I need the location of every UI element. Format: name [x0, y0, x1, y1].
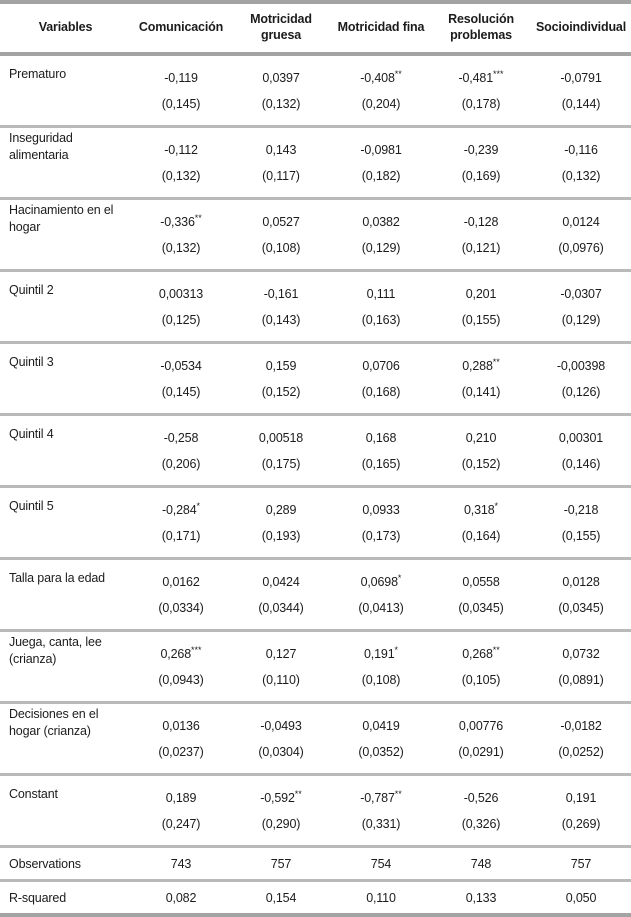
- variable-label-text: Quintil 3: [9, 355, 54, 370]
- column-header: Motricidad fina: [337, 20, 425, 35]
- standard-error-cell: (0,126): [561, 385, 601, 399]
- variable-label-text: Inseguridad alimentaria: [9, 130, 73, 162]
- coefficient-cell: 0,0732: [562, 647, 600, 661]
- variable-label-text: Constant: [9, 787, 58, 802]
- standard-error-cell: (0,0345): [558, 601, 604, 615]
- column-header: Resolución problemas: [448, 12, 514, 42]
- coefficient-cell: -0,258: [163, 431, 199, 445]
- standard-error-cell: (0,182): [361, 169, 401, 183]
- variable-block: [0, 487, 631, 559]
- standard-error-cell: (0,290): [261, 817, 301, 831]
- column-header: Motricidad gruesa: [250, 12, 312, 42]
- coefficient-cell: -0,116: [564, 143, 598, 157]
- coefficient-cell: 0,00518: [258, 431, 304, 445]
- standard-error-cell: (0,165): [361, 457, 401, 471]
- variable-label: [0, 199, 131, 271]
- standard-error-cell: (0,145): [161, 385, 201, 399]
- coefficient-cell: 0,189: [165, 791, 197, 805]
- coefficient-cell: 0,00313: [158, 287, 204, 301]
- standard-error-cell: (0,132): [561, 169, 601, 183]
- stat-value-cell: 748: [470, 856, 492, 871]
- coefficient-cell: -0,284*: [161, 500, 201, 517]
- coefficient-cell: 0,0162: [162, 575, 200, 589]
- coefficient-row: [0, 54, 631, 93]
- variable-label: [0, 559, 131, 631]
- coefficient-cell: 0,268***: [160, 644, 202, 661]
- variable-label: [0, 631, 131, 703]
- standard-error-cell: (0,206): [161, 457, 201, 471]
- coefficient-cell: -0,0981: [360, 143, 402, 157]
- standard-error-cell: (0,132): [261, 97, 301, 111]
- standard-error-cell: (0,269): [561, 817, 601, 831]
- standard-error-cell: (0,145): [161, 97, 201, 111]
- standard-error-cell: (0,326): [461, 817, 501, 831]
- variable-block: [0, 775, 631, 847]
- stat-label: Observations: [9, 856, 81, 871]
- coefficient-cell: -0,128: [463, 215, 499, 229]
- coefficient-cell: -0,0791: [560, 71, 602, 85]
- coefficient-cell: 0,143: [265, 143, 297, 157]
- header-row: [0, 2, 631, 54]
- coefficient-cell: 0,0136: [162, 719, 200, 733]
- standard-error-cell: (0,144): [561, 97, 601, 111]
- standard-error-cell: (0,178): [461, 97, 501, 111]
- stat-value-cell: 757: [570, 856, 592, 871]
- standard-error-cell: (0,0352): [358, 745, 404, 759]
- standard-error-cell: (0,171): [161, 529, 201, 543]
- table-header: [0, 2, 631, 54]
- variable-label: [0, 487, 131, 559]
- standard-error-cell: (0,247): [161, 817, 201, 831]
- standard-error-cell: (0,204): [361, 97, 401, 111]
- column-header: Comunicación: [138, 20, 224, 35]
- coefficient-cell: 0,111: [366, 287, 396, 301]
- coefficient-row: [0, 631, 631, 670]
- coefficient-cell: -0,00398: [556, 359, 606, 373]
- coefficient-cell: 0,210: [465, 431, 497, 445]
- standard-error-cell: (0,117): [262, 169, 300, 183]
- variable-label: [0, 343, 131, 415]
- coefficient-row: [0, 343, 631, 382]
- stat-value-cell: 0,050: [565, 890, 597, 905]
- coefficient-cell: 0,289: [265, 503, 297, 517]
- standard-error-cell: (0,155): [461, 313, 501, 327]
- standard-error-cell: (0,141): [461, 385, 501, 399]
- standard-error-cell: (0,132): [161, 169, 201, 183]
- column-header: Socioindividual: [535, 20, 627, 35]
- variables-column-header: Variables: [38, 20, 93, 35]
- significance-stars: **: [394, 68, 402, 79]
- standard-error-cell: (0,155): [561, 529, 601, 543]
- standard-error-cell: (0,152): [261, 385, 301, 399]
- standard-error-cell: (0,146): [561, 457, 601, 471]
- coefficient-cell: -0,0182: [560, 719, 602, 733]
- coefficient-cell: 0,0382: [362, 215, 400, 229]
- significance-stars: ***: [493, 68, 504, 79]
- standard-error-cell: (0,108): [261, 241, 301, 255]
- standard-error-cell: (0,0345): [458, 601, 504, 615]
- standard-error-cell: (0,164): [461, 529, 501, 543]
- standard-error-cell: (0,331): [361, 817, 401, 831]
- standard-error-cell: (0,0413): [358, 601, 404, 615]
- standard-error-cell: (0,0344): [258, 601, 304, 615]
- coefficient-cell: 0,0124: [562, 215, 600, 229]
- stats-block: [0, 881, 631, 916]
- significance-stars: **: [492, 644, 500, 655]
- standard-error-cell: (0,152): [461, 457, 501, 471]
- significance-stars: *: [196, 500, 201, 511]
- stats-block: [0, 847, 631, 881]
- coefficient-cell: 0,0698*: [360, 572, 402, 589]
- stat-value-cell: 743: [170, 856, 192, 871]
- coefficient-cell: -0,0534: [160, 359, 202, 373]
- coefficient-cell: -0,112: [164, 143, 198, 157]
- coefficient-cell: 0,0933: [362, 503, 400, 517]
- coefficient-cell: -0,526: [463, 791, 499, 805]
- variable-block: [0, 199, 631, 271]
- coefficient-cell: -0,336**: [160, 212, 202, 229]
- standard-error-cell: (0,125): [161, 313, 201, 327]
- variable-label: [0, 415, 131, 487]
- coefficient-row: [0, 271, 631, 310]
- coefficient-cell: 0,00301: [558, 431, 604, 445]
- coefficient-row: [0, 199, 631, 238]
- stat-value-cell: 0,110: [366, 890, 396, 905]
- variable-block: [0, 54, 631, 127]
- stat-value-cell: 757: [270, 856, 292, 871]
- variable-label-text: Quintil 5: [9, 499, 54, 514]
- coefficient-cell: 0,0128: [562, 575, 600, 589]
- standard-error-cell: (0,0291): [458, 745, 504, 759]
- coefficient-cell: -0,592**: [260, 788, 302, 805]
- coefficient-cell: 0,168: [365, 431, 397, 445]
- variable-block: [0, 631, 631, 703]
- coefficient-cell: 0,318*: [463, 500, 499, 517]
- variable-label-text: Talla para la edad: [9, 571, 105, 586]
- coefficient-cell: 0,0558: [462, 575, 500, 589]
- coefficient-cell: -0,161: [263, 287, 299, 301]
- variable-label-text: Prematuro: [9, 67, 67, 82]
- standard-error-cell: (0,132): [161, 241, 201, 255]
- coefficient-row: [0, 703, 631, 742]
- coefficient-cell: 0,0397: [262, 71, 300, 85]
- coefficient-cell: 0,288**: [462, 356, 500, 373]
- coefficient-cell: 0,127: [265, 647, 297, 661]
- variable-label-text: Hacinamiento en el hogar: [9, 202, 114, 234]
- coefficient-cell: -0,119: [164, 71, 198, 85]
- significance-stars: **: [394, 788, 402, 799]
- coefficient-cell: -0,0307: [560, 287, 602, 301]
- standard-error-cell: (0,108): [361, 673, 401, 687]
- coefficient-cell: 0,191: [565, 791, 597, 805]
- coefficient-row: [0, 487, 631, 526]
- coefficient-cell: 0,191*: [363, 644, 399, 661]
- variable-label: [0, 703, 131, 775]
- significance-stars: *: [494, 500, 499, 511]
- variable-label: [0, 775, 131, 847]
- variable-block: [0, 271, 631, 343]
- stats-row: [0, 847, 631, 881]
- coefficient-cell: 0,159: [265, 359, 297, 373]
- standard-error-cell: (0,193): [261, 529, 301, 543]
- standard-error-cell: (0,175): [261, 457, 301, 471]
- significance-stars: *: [394, 644, 399, 655]
- variable-label: [0, 127, 131, 199]
- standard-error-cell: (0,163): [361, 313, 401, 327]
- standard-error-cell: (0,0891): [558, 673, 604, 687]
- variable-label: [0, 271, 131, 343]
- coefficient-cell: 0,0419: [362, 719, 400, 733]
- stat-value-cell: 0,154: [265, 890, 297, 905]
- stats-row: [0, 881, 631, 916]
- coefficient-cell: 0,0424: [262, 575, 300, 589]
- standard-error-cell: (0,0976): [558, 241, 604, 255]
- standard-error-cell: (0,0334): [158, 601, 204, 615]
- coefficient-row: [0, 775, 631, 814]
- coefficient-cell: -0,408**: [360, 68, 402, 85]
- coefficient-cell: -0,481***: [458, 68, 504, 85]
- significance-stars: **: [194, 212, 202, 223]
- standard-error-cell: (0,168): [361, 385, 401, 399]
- standard-error-cell: (0,0304): [258, 745, 304, 759]
- coefficient-cell: 0,0527: [262, 215, 300, 229]
- variable-label-text: Juega, canta, lee (crianza): [9, 634, 102, 666]
- coefficient-cell: -0,0493: [260, 719, 302, 733]
- variable-block: [0, 343, 631, 415]
- standard-error-cell: (0,143): [261, 313, 301, 327]
- standard-error-cell: (0,0943): [158, 673, 204, 687]
- standard-error-cell: (0,0252): [558, 745, 604, 759]
- standard-error-cell: (0,121): [461, 241, 501, 255]
- coefficient-row: [0, 559, 631, 598]
- coefficient-cell: 0,0706: [362, 359, 400, 373]
- variable-block: [0, 127, 631, 199]
- significance-stars: **: [492, 356, 500, 367]
- variable-label-text: Decisiones en el hogar (crianza): [9, 706, 99, 738]
- standard-error-cell: (0,0237): [158, 745, 204, 759]
- coefficient-row: [0, 415, 631, 454]
- variable-label: [0, 54, 131, 127]
- variable-label-text: Quintil 4: [9, 427, 54, 442]
- stat-value-cell: 754: [370, 856, 392, 871]
- standard-error-cell: (0,129): [561, 313, 601, 327]
- standard-error-cell: (0,105): [461, 673, 501, 687]
- standard-error-cell: (0,173): [361, 529, 401, 543]
- stat-label: R-squared: [9, 890, 67, 905]
- significance-stars: ***: [191, 644, 202, 655]
- variable-block: [0, 703, 631, 775]
- coefficient-cell: 0,201: [465, 287, 497, 301]
- coefficient-row: [0, 127, 631, 166]
- coefficient-cell: 0,00776: [458, 719, 504, 733]
- standard-error-cell: (0,169): [461, 169, 501, 183]
- stat-value-cell: 0,082: [165, 890, 197, 905]
- coefficient-cell: -0,239: [463, 143, 499, 157]
- variable-label-text: Quintil 2: [9, 283, 54, 298]
- stat-value-cell: 0,133: [465, 890, 497, 905]
- standard-error-cell: (0,129): [361, 241, 401, 255]
- coefficient-cell: 0,268**: [462, 644, 500, 661]
- coefficient-cell: -0,787**: [360, 788, 402, 805]
- coefficient-cell: -0,218: [563, 503, 599, 517]
- significance-stars: *: [397, 572, 402, 583]
- standard-error-cell: (0,110): [262, 673, 300, 687]
- significance-stars: **: [294, 788, 302, 799]
- variable-block: [0, 559, 631, 631]
- variable-block: [0, 415, 631, 487]
